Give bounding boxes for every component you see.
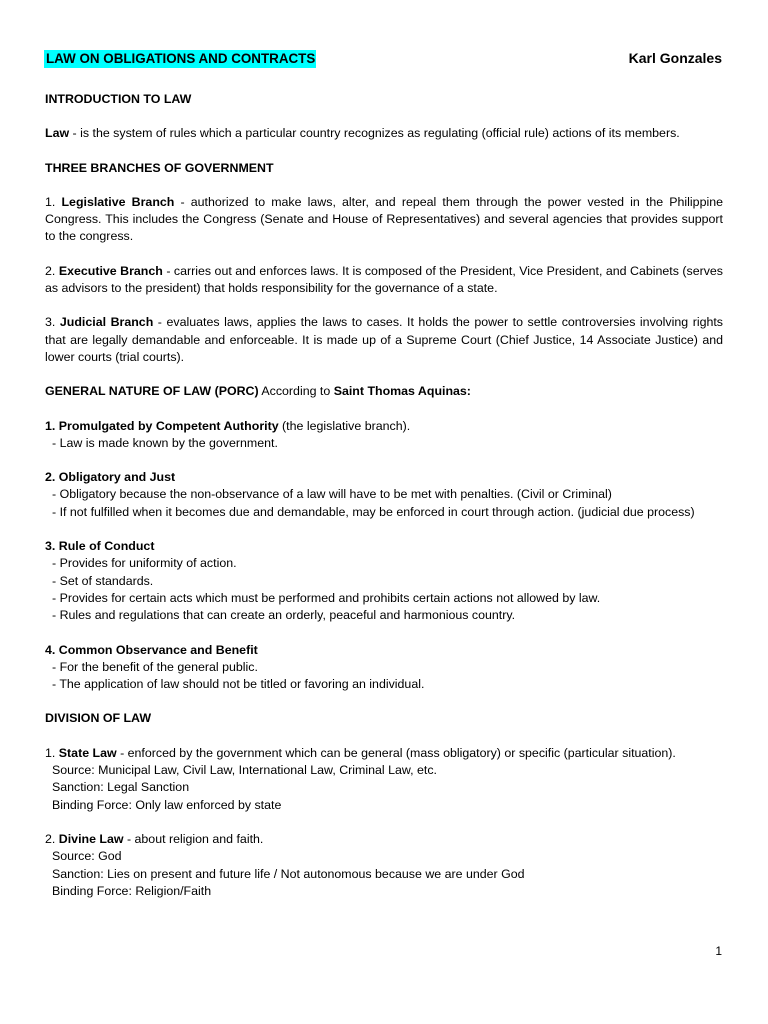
nature-item-title: 1. Promulgated by Competent Authority xyxy=(45,418,279,433)
branch-item xyxy=(45,314,723,366)
nature-sub-item: - Provides for certain acts which must be performed and prohibits certain actions not allowed by law. xyxy=(52,590,601,605)
division-item xyxy=(45,831,723,900)
nature-item-title: 4. Common Observance and Benefit xyxy=(45,642,258,657)
division-detail: Source: God xyxy=(52,849,122,864)
branch-term: Judicial Branch xyxy=(59,315,154,330)
nature-item-title: 3. Rule of Conduct xyxy=(45,539,155,554)
nature-sub-item: - Obligatory because the non-observance of a law will have to be met with penalties. (Civil or Criminal) xyxy=(52,487,612,502)
nature-heading-name: Saint Thomas Aquinas: xyxy=(333,384,471,399)
nature-heading-bold: GENERAL NATURE OF LAW (PORC) xyxy=(45,384,259,399)
division-item xyxy=(45,745,723,814)
branch-item xyxy=(45,194,723,246)
nature-heading-mid: According to xyxy=(258,384,334,399)
nature-sub-item: - The application of law should not be titled or favoring an individual. xyxy=(52,677,425,692)
nature-item-title: 2. Obligatory and Just xyxy=(45,470,176,485)
document-header xyxy=(44,46,722,72)
division-text: - about religion and faith. xyxy=(123,831,264,846)
section-heading-introduction: INTRODUCTION TO LAW xyxy=(45,92,192,106)
document-body xyxy=(45,91,723,917)
division-term: Divine Law xyxy=(58,831,124,846)
branch-text: - carries out and enforces laws. It is composed of the President, Vice President, and Cabinets (serves as advisors to the president) that holds responsibility for the governance of a state. xyxy=(45,263,723,296)
section-heading-nature xyxy=(45,383,723,400)
branch-number: 1. xyxy=(45,194,62,209)
section-heading-division: DIVISION OF LAW xyxy=(45,711,152,726)
branch-term: Legislative Branch xyxy=(61,194,175,209)
law-term: Law xyxy=(45,126,70,141)
document-title: LAW ON OBLIGATIONS AND CONTRACTS xyxy=(46,51,316,66)
branch-item xyxy=(45,263,723,298)
nature-sub-item: - Law is made known by the government. xyxy=(52,435,278,450)
nature-sub-item: - Set of standards. xyxy=(52,573,154,588)
author-name: Karl Gonzales xyxy=(628,50,722,66)
division-number: 2. xyxy=(45,831,59,846)
nature-item-title-extra: (the legislative branch). xyxy=(278,418,411,433)
nature-item xyxy=(45,469,723,521)
division-detail: Sanction: Legal Sanction xyxy=(52,780,190,795)
nature-sub-item: - For the benefit of the general public. xyxy=(52,659,258,674)
branch-text: - authorized to make laws, alter, and repeal them through the power vested in the Philippine Congress. This includes the Congress (Senate and House of Representatives) and several agencies that provides support to the congress. xyxy=(45,194,724,244)
division-detail: Sanction: Lies on present and future life / Not autonomous because we are under God xyxy=(52,866,525,881)
nature-item xyxy=(45,418,723,453)
division-number: 1. xyxy=(45,745,59,760)
division-term: State Law xyxy=(58,745,117,760)
law-definition xyxy=(45,125,723,142)
division-detail: Binding Force: Only law enforced by state xyxy=(52,797,282,812)
division-detail: Source: Municipal Law, Civil Law, International Law, Criminal Law, etc. xyxy=(52,763,437,778)
branch-text: - evaluates laws, applies the laws to cases. It holds the power to settle controversies involving rights that are legally demandable and enforceable. It is made up of a Supreme Court (Chief Justice, 14 Associate Justice) and lower courts (trial courts). xyxy=(45,315,723,364)
section-heading-branches: THREE BRANCHES OF GOVERNMENT xyxy=(45,160,274,175)
branch-number: 3. xyxy=(45,315,60,330)
law-definition-text: - is the system of rules which a particular country recognizes as regulating (official rule) actions of its members. xyxy=(69,126,680,141)
nature-sub-item: - Rules and regulations that can create an orderly, peaceful and harmonious country. xyxy=(52,608,516,623)
nature-sub-item: - If not fulfilled when it becomes due and demandable, may be enforced in court through action. (judicial due process) xyxy=(52,504,695,519)
division-detail: Binding Force: Religion/Faith xyxy=(52,883,212,898)
branch-term: Executive Branch xyxy=(58,263,163,278)
branch-number: 2. xyxy=(45,263,59,278)
nature-sub-item: - Provides for uniformity of action. xyxy=(52,556,237,571)
division-text: - enforced by the government which can be general (mass obligatory) or specific (particular situation). xyxy=(116,745,676,760)
page-number: 1 xyxy=(715,944,722,958)
nature-item xyxy=(45,538,723,624)
nature-item xyxy=(45,642,723,694)
